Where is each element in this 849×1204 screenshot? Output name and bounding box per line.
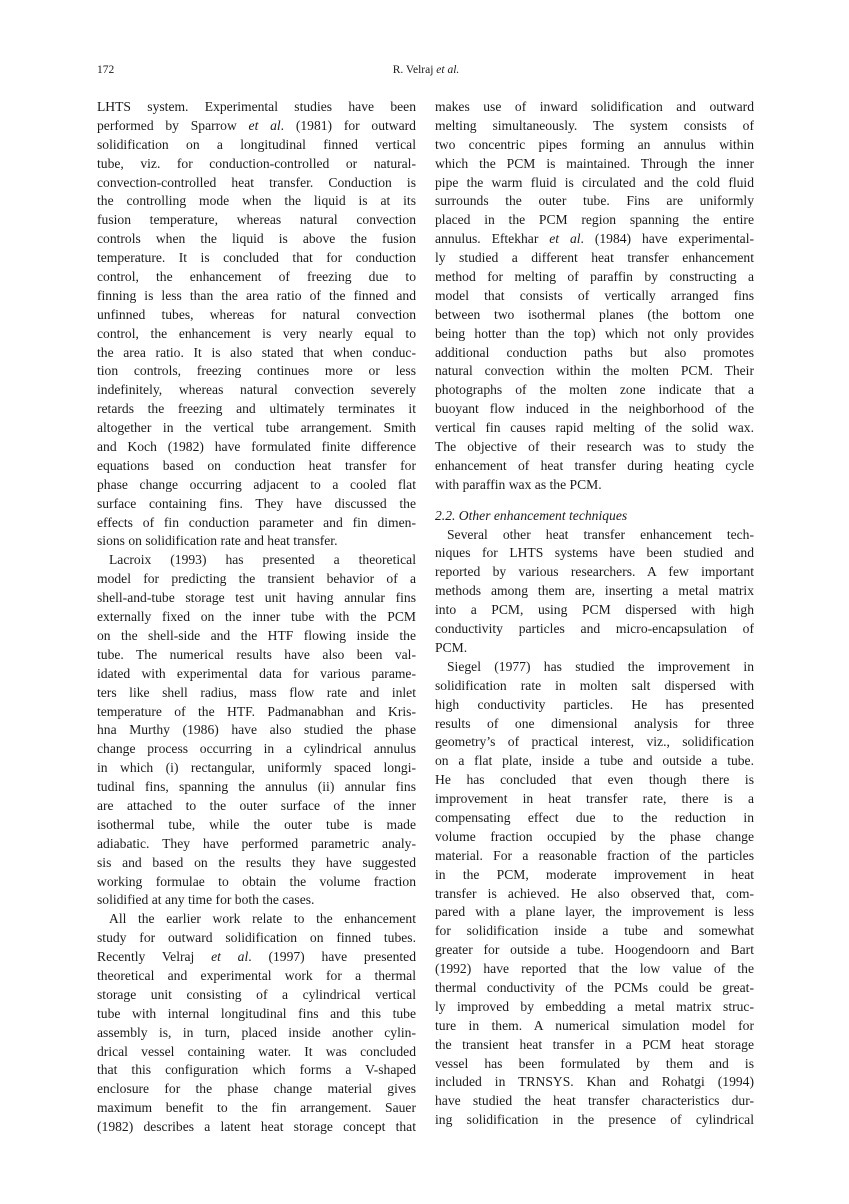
text-line: which the PCM is maintained. Through the inner	[435, 155, 754, 171]
text-line: Siegel (1977) has studied the improvement in	[447, 658, 754, 674]
text-line: effects of fin conduction parameter and fin dimen-	[97, 514, 416, 530]
text-line: All the earlier work relate to the enhancement	[109, 911, 416, 927]
page-number: 172	[97, 64, 115, 76]
text-line: tube with internal longitudinal fins and this tube	[97, 1005, 416, 1021]
text-line: that this configuration which forms a V-shaped	[97, 1062, 416, 1078]
text-line: Several other heat transfer enhancement tech-	[447, 526, 754, 542]
text-line: unfinned tubes, whereas for natural convection	[97, 306, 416, 322]
text-line: The objective of their research was to study the	[435, 439, 754, 455]
text-line: performed by Sparrow et al. (1981) for outward	[97, 117, 416, 133]
text-line: (1982) describes a latent heat storage concept that	[97, 1119, 416, 1135]
text-line: equations based on conduction heat transfer for	[97, 457, 416, 473]
running-head	[97, 64, 755, 80]
right-column	[435, 98, 754, 1130]
text-line: conductivity particles and micro-encapsulation of	[435, 621, 754, 637]
text-line: placed in the PCM region spanning the entire	[435, 212, 754, 228]
text-line: two concentric pipes forming an annulus within	[435, 136, 754, 152]
text-line: pipe the warm fluid is circulated and the cold fluid	[435, 174, 754, 190]
text-line: buoyant flow induced in the neighborhood of the	[435, 401, 754, 417]
left-column	[97, 98, 416, 1137]
text-line: ture in them. A numerical simulation model for	[435, 1017, 754, 1033]
text-line: enclosure for the phase change material gives	[97, 1081, 416, 1097]
text-line: methods among them are, inserting a metal matrix	[435, 583, 754, 599]
italic-text: et al	[248, 117, 281, 133]
text-line: idated with experimental data for various parame-	[97, 665, 416, 681]
text-line: results of one dimensional analysis for three	[435, 715, 754, 731]
text-line: tube. The numerical results have also been val-	[97, 646, 416, 662]
text-line: melting simultaneously. The system consists of	[435, 117, 754, 133]
text-line: assembly is, in turn, placed inside another cylin-	[97, 1024, 416, 1040]
text-line: temperature. It is concluded that for conduction	[97, 250, 416, 266]
text-line: indefinitely, whereas natural convection severely	[97, 382, 416, 398]
text-line: control, the enhancement of freezing due to	[97, 269, 416, 285]
text-line: change process occurring in a cylindrical annulus	[97, 741, 416, 757]
text-line: working formulae to obtain the volume fraction	[97, 873, 416, 889]
text-line: enhancement of heat transfer during heating cycle	[435, 457, 754, 473]
text-line: tube, viz. for conduction-controlled or natural-	[97, 155, 416, 171]
text-line: Recently Velraj et al. (1997) have presented	[97, 949, 416, 965]
text-line: vessel has been formulated by them and is	[435, 1055, 754, 1071]
text-line: transfer is achieved. He also observed that, com-	[435, 885, 754, 901]
text-line: controls when the liquid is above the fusion	[97, 231, 416, 247]
text-line: and Koch (1982) have formulated finite difference	[97, 439, 416, 455]
text-line: tion controls, freezing continues more or less	[97, 363, 416, 379]
text-line: ing solidification in the presence of cylindrical	[435, 1112, 754, 1128]
text-line: isothermal tube, while the outer tube is made	[97, 816, 416, 832]
text-line: ly improved by embedding a metal matrix struc-	[435, 998, 754, 1014]
text-line: solidified at any time for both the cases.	[97, 892, 315, 908]
text-line: He has concluded that even though there is	[435, 772, 754, 788]
text-line: improvement in heat transfer rate, there is a	[435, 791, 754, 807]
text-line: LHTS system. Experimental studies have been	[97, 99, 416, 114]
text-line: into a PCM, using PCM dispersed with high	[435, 602, 754, 618]
text-line: the area ratio. It is also stated that when conduc-	[97, 344, 416, 360]
text-line: surrounds the outer tube. Fins are uniformly	[435, 193, 754, 209]
text-line: drical vessel containing water. It was concluded	[97, 1043, 416, 1059]
text-line: control, the enhancement is very nearly equal to	[97, 325, 416, 341]
text-line: on a flat plate, inside a tube and outside a tube.	[435, 753, 754, 769]
text-line: geometry’s of practical interest, viz., solidification	[435, 734, 754, 750]
text-line: sions on solidification rate and heat transfer.	[97, 533, 338, 549]
text-line: have studied the heat transfer characteristics dur-	[435, 1093, 754, 1109]
running-title-author: R. Velraj	[392, 64, 434, 76]
text-line: PCM.	[435, 639, 468, 655]
text-line: finning is less than the area ratio of the finned and	[97, 287, 416, 303]
text-line: natural convection within the molten PCM. Their	[435, 363, 754, 379]
text-line: volume fraction occupied by the phase change	[435, 828, 754, 844]
text-line: adiabatic. They have performed parametric analy-	[97, 835, 416, 851]
text-line: material. For a reasonable fraction of the particles	[435, 847, 754, 863]
text-line: are attached to the outer surface of the inner	[97, 797, 416, 813]
text-line: convection-controlled heat transfer. Conduction is	[97, 174, 416, 190]
text-line: vertical fin causes rapid melting of the solid wax.	[435, 420, 754, 436]
text-line: included in TRNSYS. Khan and Rohatgi (1994)	[435, 1074, 754, 1090]
text-line: with paraffin wax as the PCM.	[435, 476, 602, 492]
text-line: ters like shell radius, mass flow rate and inlet	[97, 684, 416, 700]
text-line: tudinal fins, spanning the annulus (ii) annular fins	[97, 779, 416, 795]
text-line: surface containing fins. They have discussed the	[97, 495, 416, 511]
text-line: in the PCM, moderate improvement in heat	[435, 866, 754, 882]
text-line: photographs of the molten zone indicate that a	[435, 382, 754, 398]
text-line: being hotter than the top) which not only provides	[435, 325, 754, 341]
text-line: reported by various researchers. A few important	[435, 564, 754, 580]
text-line: the controlling mode when the liquid is at its	[97, 193, 416, 209]
text-line: model that consists of vertically arranged fins	[435, 287, 754, 303]
text-line: (1992) have reported that the low value of the	[435, 961, 754, 977]
section-gap	[435, 495, 754, 507]
text-line: makes use of inward solidification and outward	[435, 99, 754, 114]
text-line: on the shell-side and the HTF flowing inside the	[97, 627, 416, 643]
text-line: phase change occurring adjacent to a cooled flat	[97, 476, 416, 492]
text-line: for solidification inside a tube and somewhat	[435, 923, 754, 939]
text-line: sis and based on the results they have suggested	[97, 854, 416, 870]
text-line: temperature of the HTF. Padmanabhan and Kris-	[97, 703, 416, 719]
text-line: externally fixed on the inner tube with the PCM	[97, 609, 416, 625]
text-line: model for predicting the transient behavior of a	[97, 571, 416, 587]
text-line: hna Murthy (1986) have also studied the phase	[97, 722, 416, 738]
text-line: annulus. Eftekhar et al. (1984) have experimental-	[435, 231, 754, 247]
text-line: in which (i) rectangular, uniformly spaced longi-	[97, 760, 416, 776]
text-line: storage unit consisting of a cylindrical vertical	[97, 986, 416, 1002]
text-line: compensating effect due to the reduction in	[435, 809, 754, 825]
text-line: maximum benefit to the fin arrangement. Sauer	[97, 1100, 416, 1116]
text-line: Lacroix (1993) has presented a theoretical	[109, 552, 416, 568]
text-line: niques for LHTS systems have been studied and	[435, 545, 754, 561]
italic-text: et al	[211, 949, 249, 965]
text-line: solidification rate in molten salt dispersed with	[435, 677, 754, 693]
text-line: theoretical and experimental work for a thermal	[97, 967, 416, 983]
italic-text: et al	[549, 231, 581, 247]
running-title	[97, 64, 755, 76]
text-line: additional conduction paths but also promotes	[435, 344, 754, 360]
text-line: pared with a plane layer, the improvement is less	[435, 904, 754, 920]
text-line: between two isothermal planes (the bottom one	[435, 306, 754, 322]
text-line: greater for outside a tube. Hoogendoorn and Bart	[435, 942, 754, 958]
text-line: retards the freezing and ultimately terminates it	[97, 401, 416, 417]
text-line: thermal conductivity of the PCMs could be great-	[435, 979, 754, 995]
text-line: method for melting of paraffin by constructing a	[435, 269, 754, 285]
text-line: shell-and-tube storage test unit having annular fins	[97, 590, 416, 606]
text-line: ly studied a different heat transfer enhancement	[435, 250, 754, 266]
running-title-etal: et al.	[436, 64, 460, 76]
section-heading: 2.2. Other enhancement techniques	[435, 507, 628, 523]
text-line: altogether in the vertical tube arrangement. Smith	[97, 420, 416, 436]
text-line: fusion temperature, whereas natural convection	[97, 212, 416, 228]
text-line: solidification on a longitudinal finned vertical	[97, 136, 416, 152]
text-line: the transient heat transfer in a PCM heat storage	[435, 1036, 754, 1052]
text-line: study for outward solidification on finned tubes.	[97, 930, 416, 946]
text-line: high conductivity particles. He has presented	[435, 696, 754, 712]
